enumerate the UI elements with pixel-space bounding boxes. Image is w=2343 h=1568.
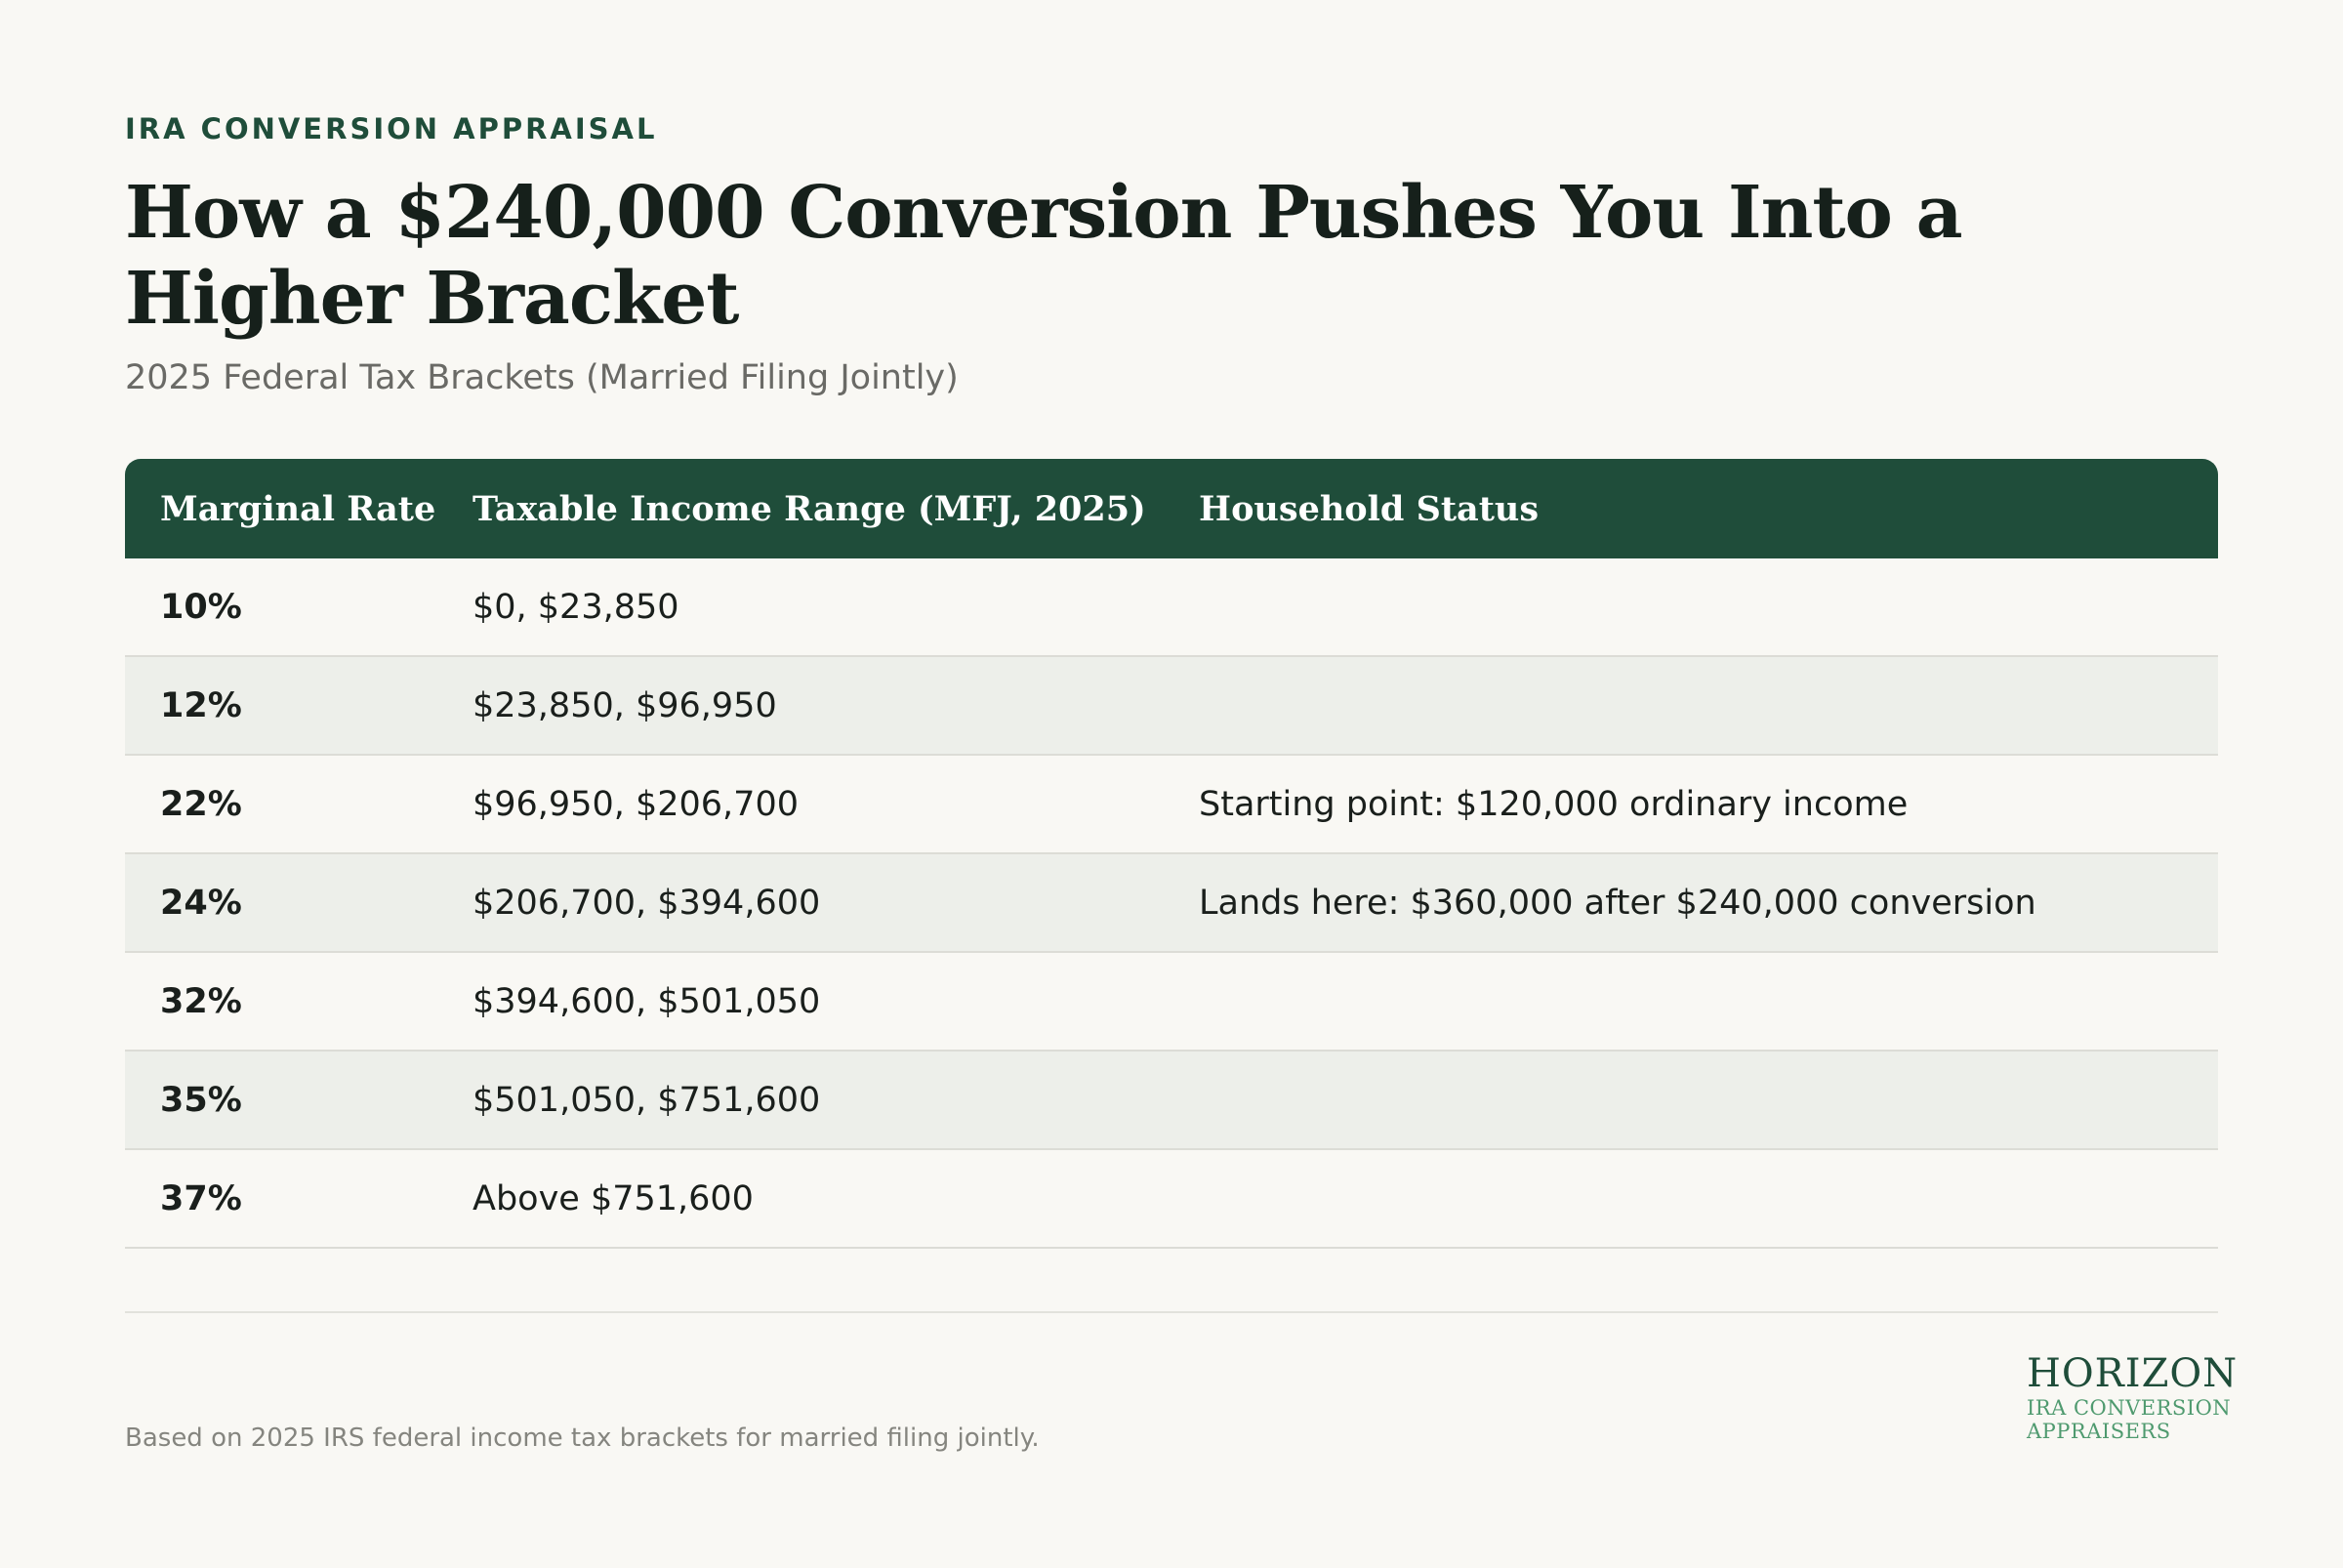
table-row: [125, 1150, 2218, 1249]
table-row: [125, 854, 2218, 953]
table-row: [125, 953, 2218, 1052]
status-cell: Lands here: $360,000 after $240,000 conversion: [1199, 883, 2036, 923]
column-header-range: Taxable Income Range (MFJ, 2025): [473, 488, 1146, 529]
rate-cell: 32%: [160, 981, 242, 1021]
page-header: [125, 109, 2218, 1218]
rate-cell: 10%: [160, 587, 242, 627]
status-cell: Starting point: $120,000 ordinary income: [1199, 784, 1909, 824]
range-cell: $394,600, $501,050: [473, 981, 821, 1021]
rate-cell: 37%: [160, 1178, 242, 1218]
table-row: [125, 1052, 2218, 1150]
column-header-rate: Marginal Rate: [160, 488, 436, 529]
range-cell: $0, $23,850: [473, 587, 679, 627]
table-row: [125, 657, 2218, 756]
brand-name: HORIZON: [2027, 1351, 2239, 1396]
tax-bracket-table: [125, 459, 2218, 1249]
rate-cell: 12%: [160, 685, 242, 725]
eyebrow-label: IRA CONVERSION APPRAISAL: [125, 112, 658, 145]
page-title: How a $240,000 Conversion Pushes You Into a Higher Bracket: [125, 171, 1962, 341]
rate-cell: 35%: [160, 1080, 242, 1120]
source-footnote: Based on 2025 IRS federal income tax brackets for married filing jointly.: [125, 1424, 1040, 1453]
footer-divider: [125, 1311, 2218, 1313]
brand-logo: [2027, 1351, 2251, 1443]
brand-tagline-line1: IRA CONVERSION: [2027, 1396, 2232, 1420]
rate-cell: 22%: [160, 784, 242, 824]
range-cell: $23,850, $96,950: [473, 685, 777, 725]
rate-cell: 24%: [160, 883, 242, 923]
brand-tagline-line2: APPRAISERS: [2027, 1420, 2171, 1443]
range-cell: Above $751,600: [473, 1178, 754, 1218]
table-row: [125, 756, 2218, 854]
page-subtitle: 2025 Federal Tax Brackets (Married Filing Jointly): [125, 358, 959, 397]
range-cell: $96,950, $206,700: [473, 784, 799, 824]
range-cell: $501,050, $751,600: [473, 1080, 821, 1120]
range-cell: $206,700, $394,600: [473, 883, 821, 923]
table-header: [125, 459, 2218, 558]
table-row: [125, 558, 2218, 657]
column-header-status: Household Status: [1199, 488, 1540, 529]
